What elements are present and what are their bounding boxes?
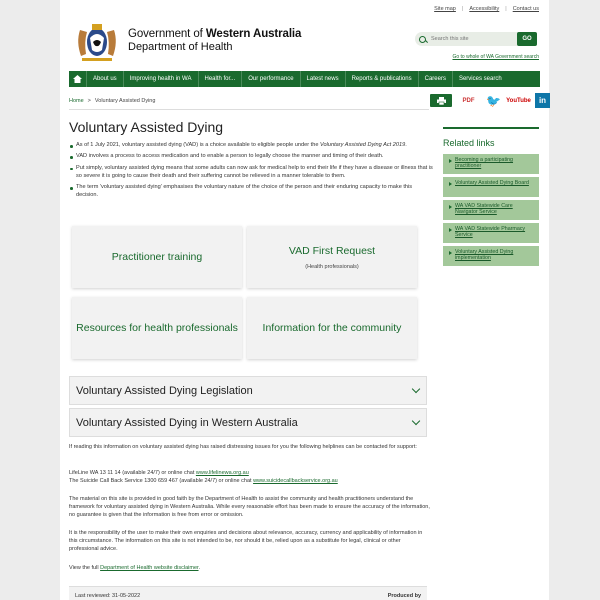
view-disclaimer	[69, 565, 431, 573]
related-link[interactable]: Voluntary Assisted Dying implementation	[455, 249, 514, 262]
review-bar	[69, 586, 427, 600]
tile-title: Practitioner training	[111, 251, 203, 263]
tile-title: Information for the community	[262, 322, 402, 334]
gov-bold: Western Australia	[205, 28, 302, 40]
divider	[69, 109, 429, 110]
helplines	[69, 470, 431, 486]
related-link[interactable]: Becoming a participating practitioner	[455, 157, 514, 170]
home-icon[interactable]	[69, 71, 87, 87]
suicide-callback-link[interactable]: www.suicidecallbackservice.org.au	[253, 477, 338, 484]
related-links-list	[443, 154, 539, 269]
main-nav	[69, 71, 540, 87]
disclaimer-1: The material on this site is provided in good faith by the Department of Health to assist the community and health practitioners understand the framework for voluntary assisted dying in Western Australia. While every reasonable effort has been made to ensure the accuracy of the information, no guarantee is given that the information is free from error or omission.	[69, 496, 430, 518]
nav-about-us[interactable]: About us	[87, 71, 124, 87]
accordion-vad-in-wa[interactable]	[69, 408, 427, 437]
view-text: View the full	[69, 565, 101, 571]
tile-title: VAD First Request	[288, 244, 376, 257]
go-button[interactable]: GO	[517, 32, 537, 46]
lifeline-link[interactable]: www.lifelinewa.org.au	[195, 470, 249, 476]
twitter-icon[interactable]: 🐦	[486, 93, 501, 108]
view-end: .	[198, 565, 201, 571]
related-link-item	[443, 246, 539, 266]
disclaimer-link[interactable]: Department of Health website disclaimer	[100, 565, 199, 571]
breadcrumb-home[interactable]: Home	[69, 98, 84, 104]
separator: |	[505, 6, 507, 12]
suicide-line	[69, 478, 431, 486]
disclaimer-2: It is the responsibility of the user to make their own enquiries and decisions about relevance, accuracy, currency and applicability of information in this circumstance. The information on this site is not intended to be, nor should it be, relied upon as a substitute for legal, clinical or other professional advice.	[69, 530, 423, 552]
related-link-item	[443, 200, 539, 220]
page-title: Voluntary Assisted Dying	[69, 119, 224, 135]
nav-latest-news[interactable]: Latest news	[301, 71, 346, 87]
breadcrumb	[69, 98, 155, 104]
tile-resources-health-professionals[interactable]	[72, 297, 242, 359]
list-item: Put simply, voluntary assisted dying means that some adults can now ask for medical help to end their life if they have a disease or illness that is so severe it is going to cause their death and their suffering cannot be relieved in a manner tolerable to them.	[69, 165, 434, 181]
breadcrumb-current: Voluntary Assisted Dying	[94, 98, 156, 104]
produced-by: Produced by	[387, 593, 421, 599]
nav-reports[interactable]: Reports & publications	[346, 71, 419, 87]
nav-improving-health[interactable]: Improving health in WA	[124, 71, 199, 87]
nav-careers[interactable]: Careers	[419, 71, 453, 87]
bullet-end: .	[405, 142, 407, 148]
search-input[interactable]	[431, 36, 517, 42]
helplines-intro: If reading this information on voluntary assisted dying has raised distressing issues for you the following helplines can be contacted for support:	[69, 444, 417, 450]
youtube-icon[interactable]: YouTube	[506, 97, 531, 104]
linkedin-icon[interactable]: in	[535, 93, 550, 108]
related-link[interactable]: Voluntary Assisted Dying Board	[455, 180, 529, 186]
accordion-title: Voluntary Assisted Dying in Western Australia	[76, 416, 298, 429]
tile-practitioner-training[interactable]	[72, 226, 242, 288]
search-icon	[419, 36, 426, 43]
related-link[interactable]: WA VAD Statewide Pharmacy Service	[455, 226, 526, 239]
gov-prefix: Government of	[128, 28, 206, 40]
divider	[443, 127, 539, 129]
pdf-icon[interactable]: PDF	[462, 97, 475, 104]
tile-subtitle: (Health professionals)	[305, 263, 359, 270]
related-link-item	[443, 154, 539, 174]
print-icon[interactable]	[430, 94, 452, 107]
related-link-item	[443, 223, 539, 243]
suicide-text: The Suicide Call Back Service 1300 659 467 (available 24/7) or online chat	[69, 477, 254, 484]
nav-our-performance[interactable]: Our performance	[242, 71, 300, 87]
contact-link[interactable]: Contact us	[512, 6, 539, 12]
accessibility-link[interactable]: Accessibility	[469, 6, 500, 12]
chevron-down-icon	[412, 417, 420, 425]
related-links-title: Related links	[443, 138, 495, 148]
lifeline-text: LifeLine WA 13 11 14 (available 24/7) or online chat	[69, 470, 196, 476]
tile-title: Resources for health professionals	[76, 322, 238, 334]
lifeline-line	[69, 470, 431, 478]
nav-services-search[interactable]: Services search	[458, 76, 502, 82]
separator: |	[461, 6, 464, 12]
accordion-title: Voluntary Assisted Dying Legislation	[76, 384, 253, 397]
act-name: Voluntary Assisted Dying Act 2019	[320, 142, 406, 148]
dept-title: Department of Health	[128, 41, 233, 53]
utility-links	[434, 6, 539, 12]
list-item: The term 'voluntary assisted dying' emphasises the voluntary nature of the choice of the person and their enduring capacity to make this decision.	[69, 184, 434, 200]
accordion-legislation[interactable]	[69, 376, 427, 405]
bullet-text: As of 1 July 2021, voluntary assisted dying (VAD) is a choice available to eligible people under the	[76, 142, 320, 148]
related-link-item	[443, 177, 539, 197]
tile-vad-first-request[interactable]	[247, 226, 417, 288]
chevron-down-icon	[412, 385, 420, 393]
page	[60, 0, 549, 600]
intro-list	[69, 142, 434, 203]
tile-community-information[interactable]	[247, 297, 417, 359]
nav-health-for[interactable]: Health for...	[199, 71, 243, 87]
gov-title	[128, 28, 301, 40]
list-item: VAD involves a process to access medication and to enable a person to legally choose the manner and timing of their death.	[69, 153, 434, 161]
list-item	[69, 142, 434, 150]
whole-gov-search-link[interactable]: Go to whole of WA Government search	[452, 54, 539, 60]
related-link[interactable]: WA VAD Statewide Care Navigator Service	[455, 203, 513, 216]
sitemap-link[interactable]: Site map	[434, 6, 456, 12]
share-tools	[430, 93, 550, 108]
wa-crest-logo[interactable]	[72, 20, 122, 64]
breadcrumb-arrow: >	[87, 98, 91, 104]
last-reviewed: Last reviewed: 31-05-2022	[75, 593, 141, 599]
